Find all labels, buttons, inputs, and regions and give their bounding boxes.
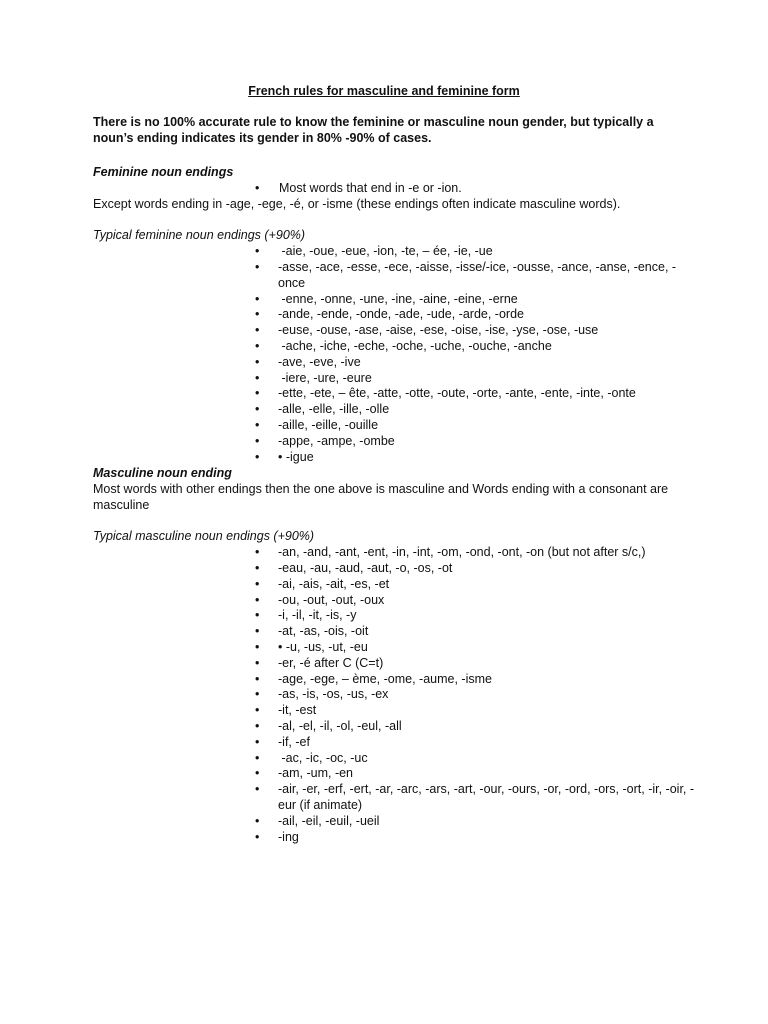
list-item <box>93 307 703 323</box>
list-item <box>93 323 703 339</box>
list-item-text: -an, -and, -ant, -ent, -in, -int, -om, -ond, -ont, -on (but not after s/c,) <box>278 545 646 560</box>
list-item <box>93 244 703 260</box>
bullet-icon: • <box>255 718 260 733</box>
bullet-icon: • <box>255 449 260 464</box>
list-item-text: • -igue <box>278 449 314 464</box>
list-item <box>93 656 703 672</box>
list-item <box>93 355 703 371</box>
list-item-text: -ai, -ais, -ait, -es, -et <box>278 576 390 591</box>
feminine-rule-item: Most words that end in -e or -ion. <box>279 180 462 195</box>
bullet-icon: • <box>255 782 260 797</box>
list-item-text: -ail, -eil, -euil, -ueil <box>278 813 380 828</box>
bullet-icon: • <box>255 766 260 781</box>
list-item <box>93 687 703 703</box>
list-item <box>93 703 703 719</box>
list-item-text: -it, -est <box>278 703 317 718</box>
bullet-icon: • <box>255 433 260 448</box>
list-item-text: -if, -ef <box>278 734 310 749</box>
bullet-icon: • <box>255 417 260 432</box>
bullet-icon: • <box>255 307 260 322</box>
list-item-text: -al, -el, -il, -ol, -eul, -all <box>278 718 402 733</box>
list-item-text: -alle, -elle, -ille, -olle <box>278 402 390 417</box>
list-item <box>93 593 703 609</box>
bullet-icon: • <box>255 655 260 670</box>
bullet-icon: • <box>255 323 260 338</box>
masculine-heading: Masculine noun ending <box>93 466 232 480</box>
list-item-text: -ou, -out, -out, -oux <box>278 592 385 607</box>
typical-feminine-heading: Typical feminine noun endings (+90%) <box>93 228 306 243</box>
bullet-icon: • <box>255 402 260 417</box>
masculine-rule: Most words with other endings then the one above is masculine and Words ending with a consonant are masculine <box>93 481 669 512</box>
bullet-icon: • <box>255 259 260 274</box>
list-item <box>93 418 703 434</box>
bullet-icon: • <box>255 180 260 195</box>
list-item-text: -eau, -au, -aud, -aut, -o, -os, -ot <box>278 560 453 575</box>
list-item <box>93 292 703 308</box>
list-item-text: -ave, -eve, -ive <box>278 354 361 369</box>
bullet-icon: • <box>255 291 260 306</box>
feminine-endings-list <box>93 244 703 465</box>
list-item-text: -as, -is, -os, -us, -ex <box>278 687 389 702</box>
masculine-section <box>93 466 703 845</box>
list-item <box>93 181 703 197</box>
list-item-text: -at, -as, -ois, -oit <box>278 624 369 639</box>
masculine-endings-list <box>93 545 703 845</box>
list-item <box>93 766 703 782</box>
list-item <box>93 561 703 577</box>
bullet-icon: • <box>255 671 260 686</box>
feminine-rule-list <box>93 181 703 197</box>
list-item-text: -air, -er, -erf, -ert, -ar, -arc, -ars, -art, -our, -ours, -or, -ord, -ors, -ort, -ir, -oir, -eur (if animate) <box>278 782 695 812</box>
bullet-icon: • <box>255 829 260 844</box>
list-item <box>93 782 703 814</box>
list-item <box>93 450 703 466</box>
bullet-icon: • <box>255 338 260 353</box>
list-item-text: -age, -ege, – ème, -ome, -aume, -isme <box>278 671 492 686</box>
bullet-icon: • <box>255 687 260 702</box>
list-item <box>93 260 703 292</box>
list-item-text: -iere, -ure, -eure <box>278 370 372 385</box>
bullet-icon: • <box>255 639 260 654</box>
list-item-text: -er, -é after C (C=t) <box>278 655 384 670</box>
list-item-text: -ac, -ic, -oc, -uc <box>278 750 368 765</box>
list-item <box>93 577 703 593</box>
bullet-icon: • <box>255 734 260 749</box>
list-item <box>93 545 703 561</box>
list-item-text: -appe, -ampe, -ombe <box>278 433 395 448</box>
list-item-text: -ache, -iche, -eche, -oche, -uche, -ouche, -anche <box>278 338 552 353</box>
list-item <box>93 371 703 387</box>
list-item <box>93 751 703 767</box>
list-item <box>93 339 703 355</box>
bullet-icon: • <box>255 608 260 623</box>
list-item-text: -enne, -onne, -une, -ine, -aine, -eine, -erne <box>278 291 518 306</box>
list-item <box>93 814 703 830</box>
list-item-text: -aille, -eille, -ouille <box>278 417 379 432</box>
bullet-icon: • <box>255 560 260 575</box>
list-item <box>93 672 703 688</box>
bullet-icon: • <box>255 370 260 385</box>
list-item-text: -ing <box>278 829 299 844</box>
list-item <box>93 719 703 735</box>
list-item-text: • -u, -us, -ut, -eu <box>278 639 368 654</box>
bullet-icon: • <box>255 545 260 560</box>
list-item-text: -euse, -ouse, -ase, -aise, -ese, -oise, -ise, -yse, -ose, -use <box>278 323 599 338</box>
list-item <box>93 402 703 418</box>
list-item-text: -aie, -oue, -eue, -ion, -te, – ée, -ie, -ue <box>278 244 493 259</box>
list-item <box>93 434 703 450</box>
bullet-icon: • <box>255 354 260 369</box>
intro-paragraph: There is no 100% accurate rule to know the feminine or masculine noun gender, but typically a noun’s ending indicates its gender in 80% -90% of cases. <box>93 115 654 145</box>
bullet-icon: • <box>255 624 260 639</box>
bullet-icon: • <box>255 703 260 718</box>
list-item <box>93 640 703 656</box>
bullet-icon: • <box>255 592 260 607</box>
list-item <box>93 830 703 846</box>
typical-masculine-heading: Typical masculine noun endings (+90%) <box>93 529 315 544</box>
list-item <box>93 735 703 751</box>
bullet-icon: • <box>255 750 260 765</box>
list-item <box>93 624 703 640</box>
bullet-icon: • <box>255 386 260 401</box>
feminine-section <box>93 165 703 465</box>
list-item <box>93 608 703 624</box>
list-item-text: -asse, -ace, -esse, -ece, -aisse, -isse/-ice, -ousse, -ance, -anse, -ence, -once <box>278 259 677 290</box>
bullet-icon: • <box>255 813 260 828</box>
list-item-text: -am, -um, -en <box>278 766 354 781</box>
list-item-text: -i, -il, -it, -is, -y <box>278 608 357 623</box>
feminine-heading: Feminine noun endings <box>93 165 234 179</box>
list-item-text: -ette, -ete, – ête, -atte, -otte, -oute, -orte, -ante, -ente, -inte, -onte <box>278 386 636 401</box>
page-title: French rules for masculine and feminine form <box>248 84 520 98</box>
feminine-exception: Except words ending in -age, -ege, -é, or -isme (these endings often indicate masculine words). <box>93 196 621 211</box>
bullet-icon: • <box>255 244 260 259</box>
bullet-icon: • <box>255 576 260 591</box>
list-item <box>93 386 703 402</box>
list-item-text: -ande, -ende, -onde, -ade, -ude, -arde, -orde <box>278 307 524 322</box>
